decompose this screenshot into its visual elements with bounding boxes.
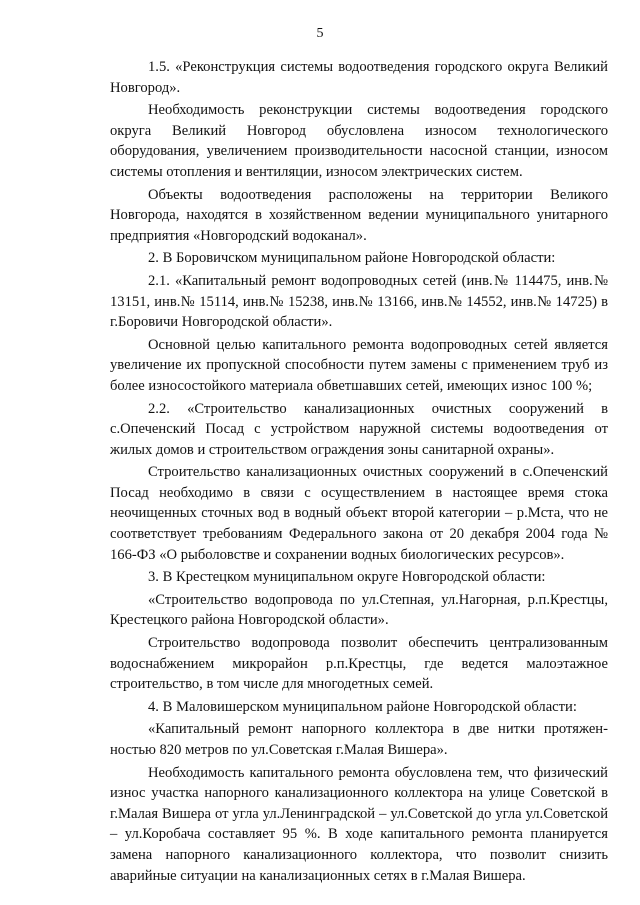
- section-2-heading: 2. В Боровичском муниципальном районе Новгородской области:: [148, 250, 556, 267]
- paragraph-2-1-title: 2.1. «Капитальный ремонт водопроводных сетей (инв.№ 114475, инв.№ 13151, инв.№ 15114, инв.№ 15238, инв.№ 13166, инв.№ 14552, инв.№ 14725) в г.Боровичи Новгородской области».: [110, 272, 608, 331]
- paragraph-3-title: «Строительство водопровода по ул.Степная, ул.Нагорная, р.п.Крестцы, Крестецкого района Новгородской области».: [110, 591, 608, 629]
- paragraph-4-reason: Необходимость капитального ремонта обусловлена тем, что физический износ участка напорного канализационного коллектора на улице Советской в г.Малая Вишера от угла ул.Ленинградской – ул.Советской до угла ул.Советской – ул.Коробача составляет 95 %. В ходе капитального ремонта планируется замена напорного канализационного коллектора, что позволит снизить аварийные ситуации на канализационных сетях в г.Малая Вишера.: [110, 764, 608, 884]
- paragraph-2-2-reason: Строительство канализационных очистных сооружений в с.Опеченский Посад необходимо в связи с осуществлением в настоящее время стока неочищенных сточных вод в водный объект второй категории – р.Мста, что не соответствует требованиям Федерального закона от 20 декабря 2004 года № 166-ФЗ «О рыболовстве и сохранении водных биологических ресурсов».: [110, 464, 608, 563]
- paragraph-2-1-goal: Основной целью капитального ремонта водопроводных сетей является увеличение их пропускной способности путем замены с применением труб из более износостойкого материала обветшавших сетей, имеющих износ 100 %;: [110, 336, 608, 394]
- paragraph-3-benefit: Строительство водопровода позволит обеспечить централизованным водоснабжением микрорайон р.п.Крестцы, где ведется малоэтажное строительство, в том числе для многодетных семей.: [110, 635, 608, 693]
- page-number: 5: [316, 26, 324, 41]
- section-3-heading: 3. В Крестецком муниципальном округе Новгородской области:: [148, 569, 546, 586]
- document-body: [110, 57, 608, 888]
- paragraph-4-title: «Капитальный ремонт напорного коллектора в две нитки протяженностью 820 метров по ул.Советская г.Малая Вишера».: [110, 721, 608, 758]
- section-4-heading: 4. В Маловишерском муниципальном районе Новгородской области:: [148, 698, 577, 715]
- paragraph-2-2-title: 2.2. «Строительство канализационных очистных сооружений в с.Опеченский Посад с устройством наружной системы водоотведения от жилых домов и строительством ограждения зоны санитарной охраны».: [110, 400, 608, 458]
- paragraph-1-5-location: Объекты водоотведения расположены на территории Великого Новгорода, находятся в хозяйственном ведении муниципального унитарного предприятия «Новгородский водоканал».: [110, 186, 608, 244]
- paragraph-1-5-title: 1.5. «Реконструкция системы водоотведения городского округа Великий Новгород».: [110, 59, 608, 96]
- paragraph-1-5-reason: Необходимость реконструкции системы водоотведения городского округа Великий Новгород обусловлена износом технологического оборудования, увеличением производительности насосной станции, износом системы отопления и вентиляции, износом электрических систем.: [110, 102, 608, 180]
